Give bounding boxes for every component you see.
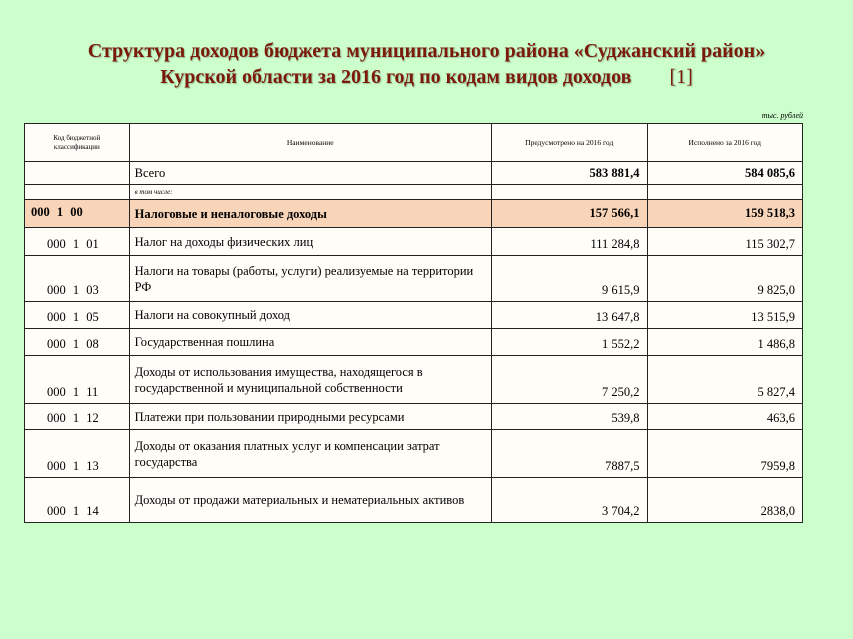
row-exec: 9 825,0	[647, 256, 802, 302]
table-row	[25, 256, 803, 302]
row-code: 000 1 12	[25, 404, 130, 430]
row-plan: 1 552,2	[491, 329, 647, 356]
row-code: 000 1 14	[25, 478, 130, 523]
revenue-table	[24, 123, 803, 523]
table-row	[25, 329, 803, 356]
row-exec: 2838,0	[647, 478, 802, 523]
row-plan: 13 647,8	[491, 302, 647, 329]
sub-label: в том числе:	[129, 185, 491, 200]
sub-label-exec	[647, 185, 802, 200]
row-exec: 7959,8	[647, 430, 802, 478]
row-name: Государственная пошлина	[129, 329, 491, 356]
total-code	[25, 162, 130, 185]
row-code: 000 1 03	[25, 256, 130, 302]
row-name: Доходы от использования имущества, находящегося в государственной и муниципальной собственности	[129, 356, 491, 404]
group-name: Налоговые и неналоговые доходы	[129, 200, 491, 228]
table-header-row	[25, 124, 803, 162]
table-row	[25, 478, 803, 523]
row-plan: 7887,5	[491, 430, 647, 478]
row-plan: 7 250,2	[491, 356, 647, 404]
row-exec: 115 302,7	[647, 228, 802, 256]
row-exec: 5 827,4	[647, 356, 802, 404]
table-row	[25, 430, 803, 478]
total-name: Всего	[129, 162, 491, 185]
row-code: 000 1 13	[25, 430, 130, 478]
sub-label-code	[25, 185, 130, 200]
row-code: 000 1 05	[25, 302, 130, 329]
group-exec: 159 518,3	[647, 200, 802, 228]
row-code: 000 1 11	[25, 356, 130, 404]
row-code: 000 1 08	[25, 329, 130, 356]
header-plan: Предусмотрено на 2016 год	[491, 124, 647, 162]
header-code: Код бюджетной классификации	[25, 124, 130, 162]
title-line-2-text: Курской области за 2016 год по кодам видов доходов	[160, 66, 632, 88]
table-row	[25, 302, 803, 329]
header-name: Наименование	[129, 124, 491, 162]
header-exec: Исполнено за 2016 год	[647, 124, 802, 162]
row-exec: 463,6	[647, 404, 802, 430]
table-row	[25, 356, 803, 404]
group-plan: 157 566,1	[491, 200, 647, 228]
row-plan: 111 284,8	[491, 228, 647, 256]
page-title	[0, 38, 853, 90]
units-label: тыс. рублей	[761, 111, 803, 120]
table-row	[25, 228, 803, 256]
row-plan: 539,8	[491, 404, 647, 430]
row-plan: 9 615,9	[491, 256, 647, 302]
sub-label-plan	[491, 185, 647, 200]
title-reference: [1]	[669, 66, 693, 88]
row-name: Доходы от оказания платных услуг и компенсации затрат государства	[129, 430, 491, 478]
total-exec: 584 085,6	[647, 162, 802, 185]
row-plan: 3 704,2	[491, 478, 647, 523]
row-name: Налоги на совокупный доход	[129, 302, 491, 329]
group-row	[25, 200, 803, 228]
row-name: Налог на доходы физических лиц	[129, 228, 491, 256]
table-row	[25, 404, 803, 430]
row-name: Доходы от продажи материальных и нематериальных активов	[129, 478, 491, 523]
row-exec: 1 486,8	[647, 329, 802, 356]
sub-label-row	[25, 185, 803, 200]
row-name: Платежи при пользовании природными ресурсами	[129, 404, 491, 430]
row-exec: 13 515,9	[647, 302, 802, 329]
total-plan: 583 881,4	[491, 162, 647, 185]
title-line-2	[0, 64, 853, 90]
group-code: 000 1 00	[25, 200, 130, 228]
row-name: Налоги на товары (работы, услуги) реализуемые на территории РФ	[129, 256, 491, 302]
total-row	[25, 162, 803, 185]
title-line-1: Структура доходов бюджета муниципального района «Суджанский район»	[87, 40, 766, 62]
row-code: 000 1 01	[25, 228, 130, 256]
